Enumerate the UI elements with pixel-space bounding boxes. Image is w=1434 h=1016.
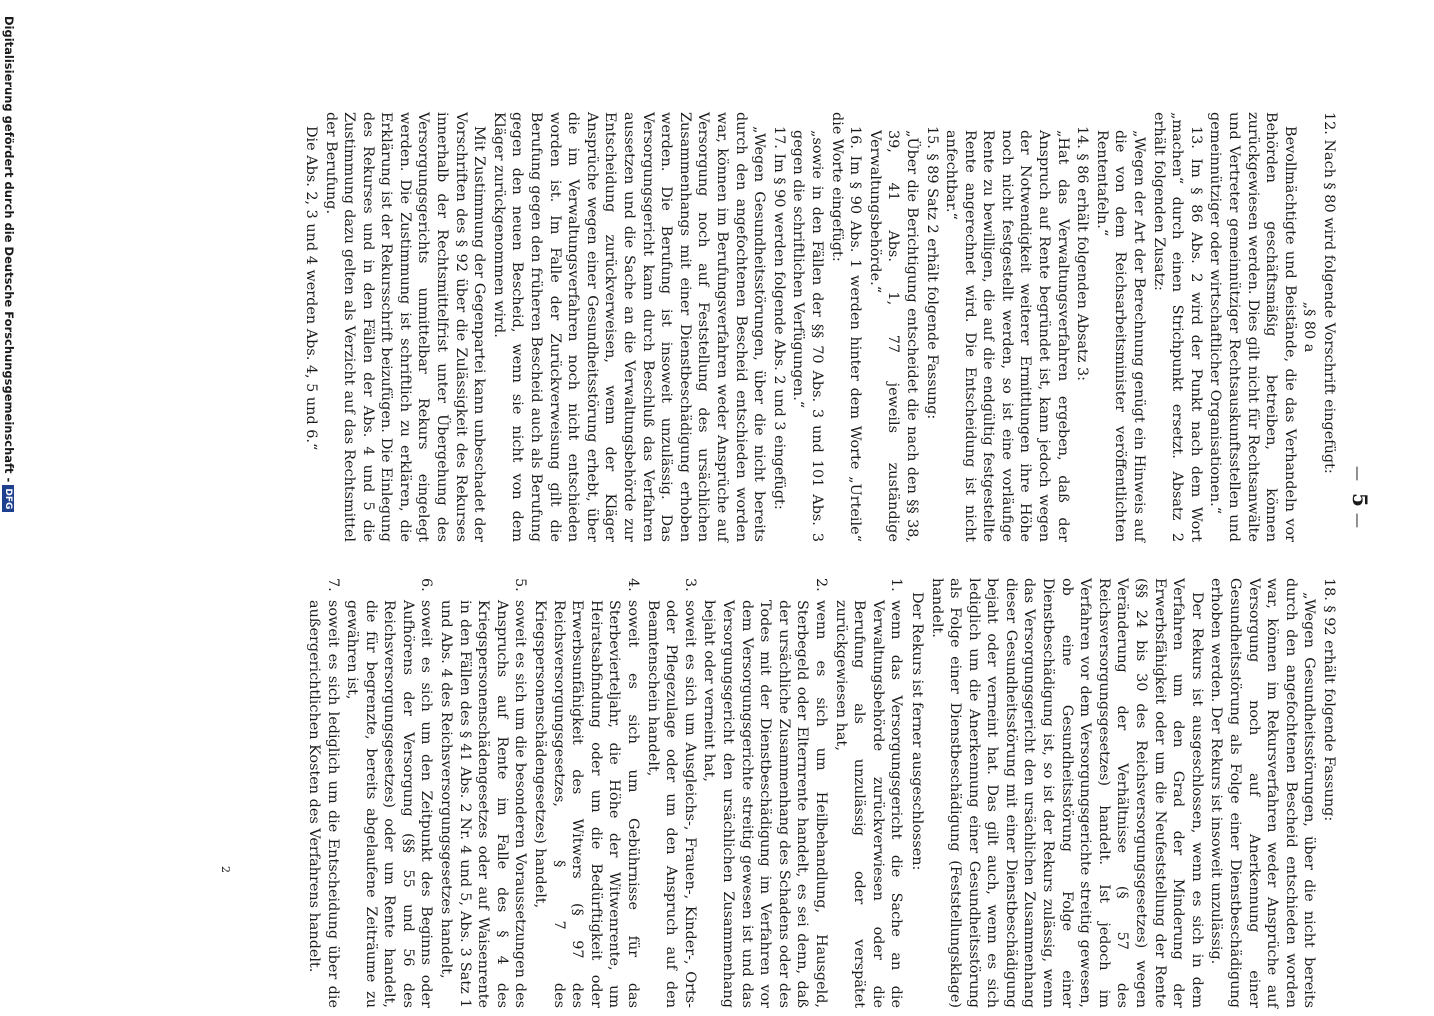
footer-number: 2 <box>219 866 232 873</box>
page-number: —5— <box>1348 466 1372 534</box>
para-12-heading: „§ 80 a <box>1301 301 1318 353</box>
dfg-logo: DFG <box>2 485 14 512</box>
left-column <box>300 112 1338 542</box>
digitization-note: Digitalisierung gefördert durch die Deutsche Forschungsgemeinschaft -DFG <box>0 16 16 1016</box>
para-13-quote: „Wegen der Art der Berechnung genügt ein Hinweis auf die von dem Reichsarbeitsminister veröffentlichten Rententafeln.“ <box>1093 130 1148 542</box>
right-column <box>303 578 1338 1008</box>
para-15-quote: „Über die Berichtigung entscheidet die nach den §§ 38, 39, 41 Abs. 1, 77 jeweils zuständige Verwaltungsbehörde.“ <box>866 130 920 542</box>
list-item: 6. soweit es sich um den Zeitpunkt des Beginns oder Aufhörens der Versorgung (§§ 55 und 56 des Reichsversorgungsgesetzes) oder um Rente handelt, die für begrenzte, bereits abgelaufene Zeiträume zu gewähren ist, <box>344 578 435 1008</box>
para-16-quote: „sowie in den Fällen der §§ 70 Abs. 3 und 101 Abs. 3 gegen die schriftlichen Verfügungen.“ <box>790 130 825 542</box>
para-12-intro: 12. Nach § 80 wird folgende Vorschrift eingefügt: <box>1321 112 1337 474</box>
para-15-intro: 15. § 89 Satz 2 erhält folgende Fassung: <box>923 126 940 420</box>
para-12-text: Bevollmächtigte und Beistände, die das Verhandeln vor Behörden geschäftsmäßig betreiben, können zurückgewiesen werden. Dies gilt nicht für Rechtsanwälte und Vertreter gemeinnütziger Rechtsauskunftsstellen und gemeinnütziger oder wirtschaftlicher Organisationen.“ <box>1207 112 1298 542</box>
para-17-intro: 17. Im § 90 werden folgende Abs. 2 und 3 eingefügt: <box>770 126 787 510</box>
para-17-quote: „Wegen Gesundheitsstörungen, über die nicht bereits durch den angefochtenen Bescheid entschieden worden war, können im Berufungsverfahren weder Ansprüche auf Versorgung noch auf Feststellung des ursächlichen Zusammenhangs mit einer Dienstbeschädigung erhoben werden. Die Berufung ist insoweit unzulässig. Das Versorgungsgericht kann durch Beschluß das Verfahren aussetzen und die Sache an die Verwaltungsbehörde zur Entscheidung zurückverweisen, wenn der Kläger Ansprüche wegen einer Gesundheitsstörung erhebt, über die im Verwaltungsverfahren noch nicht entschieden worden ist. Im Falle der Zurückverweisung gilt die Berufung gegen den früheren Bescheid auch als Berufung gegen den neuen Bescheid, wenn sie nicht von dem Kläger zurückgenommen wird. <box>490 112 768 542</box>
list-item: 7. soweit es sich lediglich um die Entscheidung über die außergerichtlichen Kosten des Verfahrens handelt. <box>305 578 341 1008</box>
list-item: 2. wenn es sich um Heilbehandlung, Hausgeld, Sterbegeld oder Elternrente handelt, es sei denn, daß der ursächliche Zusammenhang des Schadens oder des Todes mit der Dienstbeschädigung im Verfahren vor dem Versorgungsgerichte streitig gewesen ist und das Versorgungsgericht den ursächlichen Zusammenhang bejaht oder verneint hat, <box>701 578 829 1008</box>
para-14-intro: 14. § 86 erhält folgenden Absatz 3: <box>1074 126 1091 381</box>
para-16-intro: 16. Im § 90 Abs. 1 werden hinter dem Worte „Urteile“ die Worte eingefügt: <box>828 112 864 542</box>
para-18-intro: 18. § 92 erhält folgende Fassung: <box>1321 578 1337 822</box>
para-18-intro-2: Der Rekurs ist ferner ausgeschlossen: <box>908 592 925 871</box>
para-17-last: Die Abs. 2, 3 und 4 werden Abs. 4, 5 und 6.“ <box>302 126 319 451</box>
list-item: 1. wenn das Versorgungsgericht die Sache an die Verwaltungsbehörde zurückverwiesen oder die Berufung als unzulässig oder verspätet zurückgewiesen hat, <box>832 578 905 1008</box>
para-14-quote: „Hat das Verwaltungsverfahren ergeben, daß der Anspruch auf Rente begründet ist, kann jedoch wegen der Notwendigkeit weiterer Ermittlungen ihre Höhe noch nicht festgestellt werden, so ist eine vorläufige Rente zu bewilligen, die auf die endgültig festgestellte Rente angerechnet wird. Die Entscheidung ist nicht anfechtbar.“ <box>943 130 1071 542</box>
exclusion-list <box>304 578 905 1008</box>
list-item: 3. soweit es sich um Ausgleichs-, Frauen-, Kinder-, Orts- oder Pflegezulage oder um den Anspruch auf den Beamtenschein handelt, <box>644 578 698 1008</box>
para-13-text: 13. Im § 86 Abs. 2 wird der Punkt nach dem Wort „machen“ durch einen Strichpunkt ersetzt. Absatz 2 erhält folgenden Zusatz: <box>1150 112 1204 542</box>
para-18-quote-2: Der Rekurs ist ausgeschlossen, wenn es sich in dem Verfahren um den Grad der Minderung der Erwerbsfähigkeit oder um die Neufeststellung der Rente (§§ 24 bis 30 des Reichsversorgungsgesetzes) wegen Veränderung der Verhältnisse (§ 57 des Reichsversorgungsgesetzes) handelt. Ist jedoch im Verfahren vor dem Versorgungsgerichte streitig gewesen, ob eine Gesundheitsstörung Folge einer Dienstbeschädigung ist, so ist der Rekurs zulässig, wenn das Versorgungsgericht den ursächlichen Zusammenhang dieser Gesundheitsstörung mit einer Dienstbeschädigung bejaht oder verneint hat. Das gilt auch, wenn es sich lediglich um die Anerkennung einer Gesundheitsstörung als Folge einer Dienstbeschädigung (Feststellungsklage) handelt. <box>928 578 1205 1008</box>
para-18-quote-1: „Wegen Gesundheitsstörungen, über die nicht bereits durch den angefochtenen Bescheid entschieden worden war, können im Rekursverfahren weder Ansprüche auf Versorgung noch auf Anerkennung einer Gesundheitsstörung als Folge einer Dienstbeschädigung erhoben werden. Der Rekurs ist insoweit unzulässig. <box>1208 578 1318 1008</box>
list-item: 4. soweit es sich um Gebührnisse für das Sterbevierteljahr, die Höhe der Witwenrente, um Heiratsabfindung oder um die Bedürftigkeit oder Erwerbsunfähigkeit des Witwers (§ 97 des Reichsversorgungsgesetzes, § 7 des Kriegspersonenschädengesetzes) handelt, <box>532 578 642 1008</box>
para-17-abs3: Mit Zustimmung der Gegenpartei kann unbeschadet der Vorschriften des § 92 über die Zulässigkeit des Rekurses innerhalb der Rechtsmittelfrist unter Übergehung des Versorgungsgerichts unmittelbar Rekurs eingelegt werden. Die Zustimmung ist schriftlich zu erklären, die Erklärung ist der Rekursschrift beizufügen. Die Einlegung des Rekurses und in den Fällen der Abs. 4 und 5 die Zustimmung dazu gelten als Verzicht auf das Rechtsmittel der Berufung. <box>322 112 488 542</box>
list-item: 5. soweit es sich um die besonderen Voraussetzungen des Anspruchs auf Rente im Falle des § 4 des Kriegspersonenschädengesetzes oder auf Waisenrente in den Fällen des § 41 Abs. 2 Nr. 4 und 5, Abs. 3 Satz 1 und Abs. 4 des Reichsversorgungsgesetzes handelt, <box>438 578 529 1008</box>
